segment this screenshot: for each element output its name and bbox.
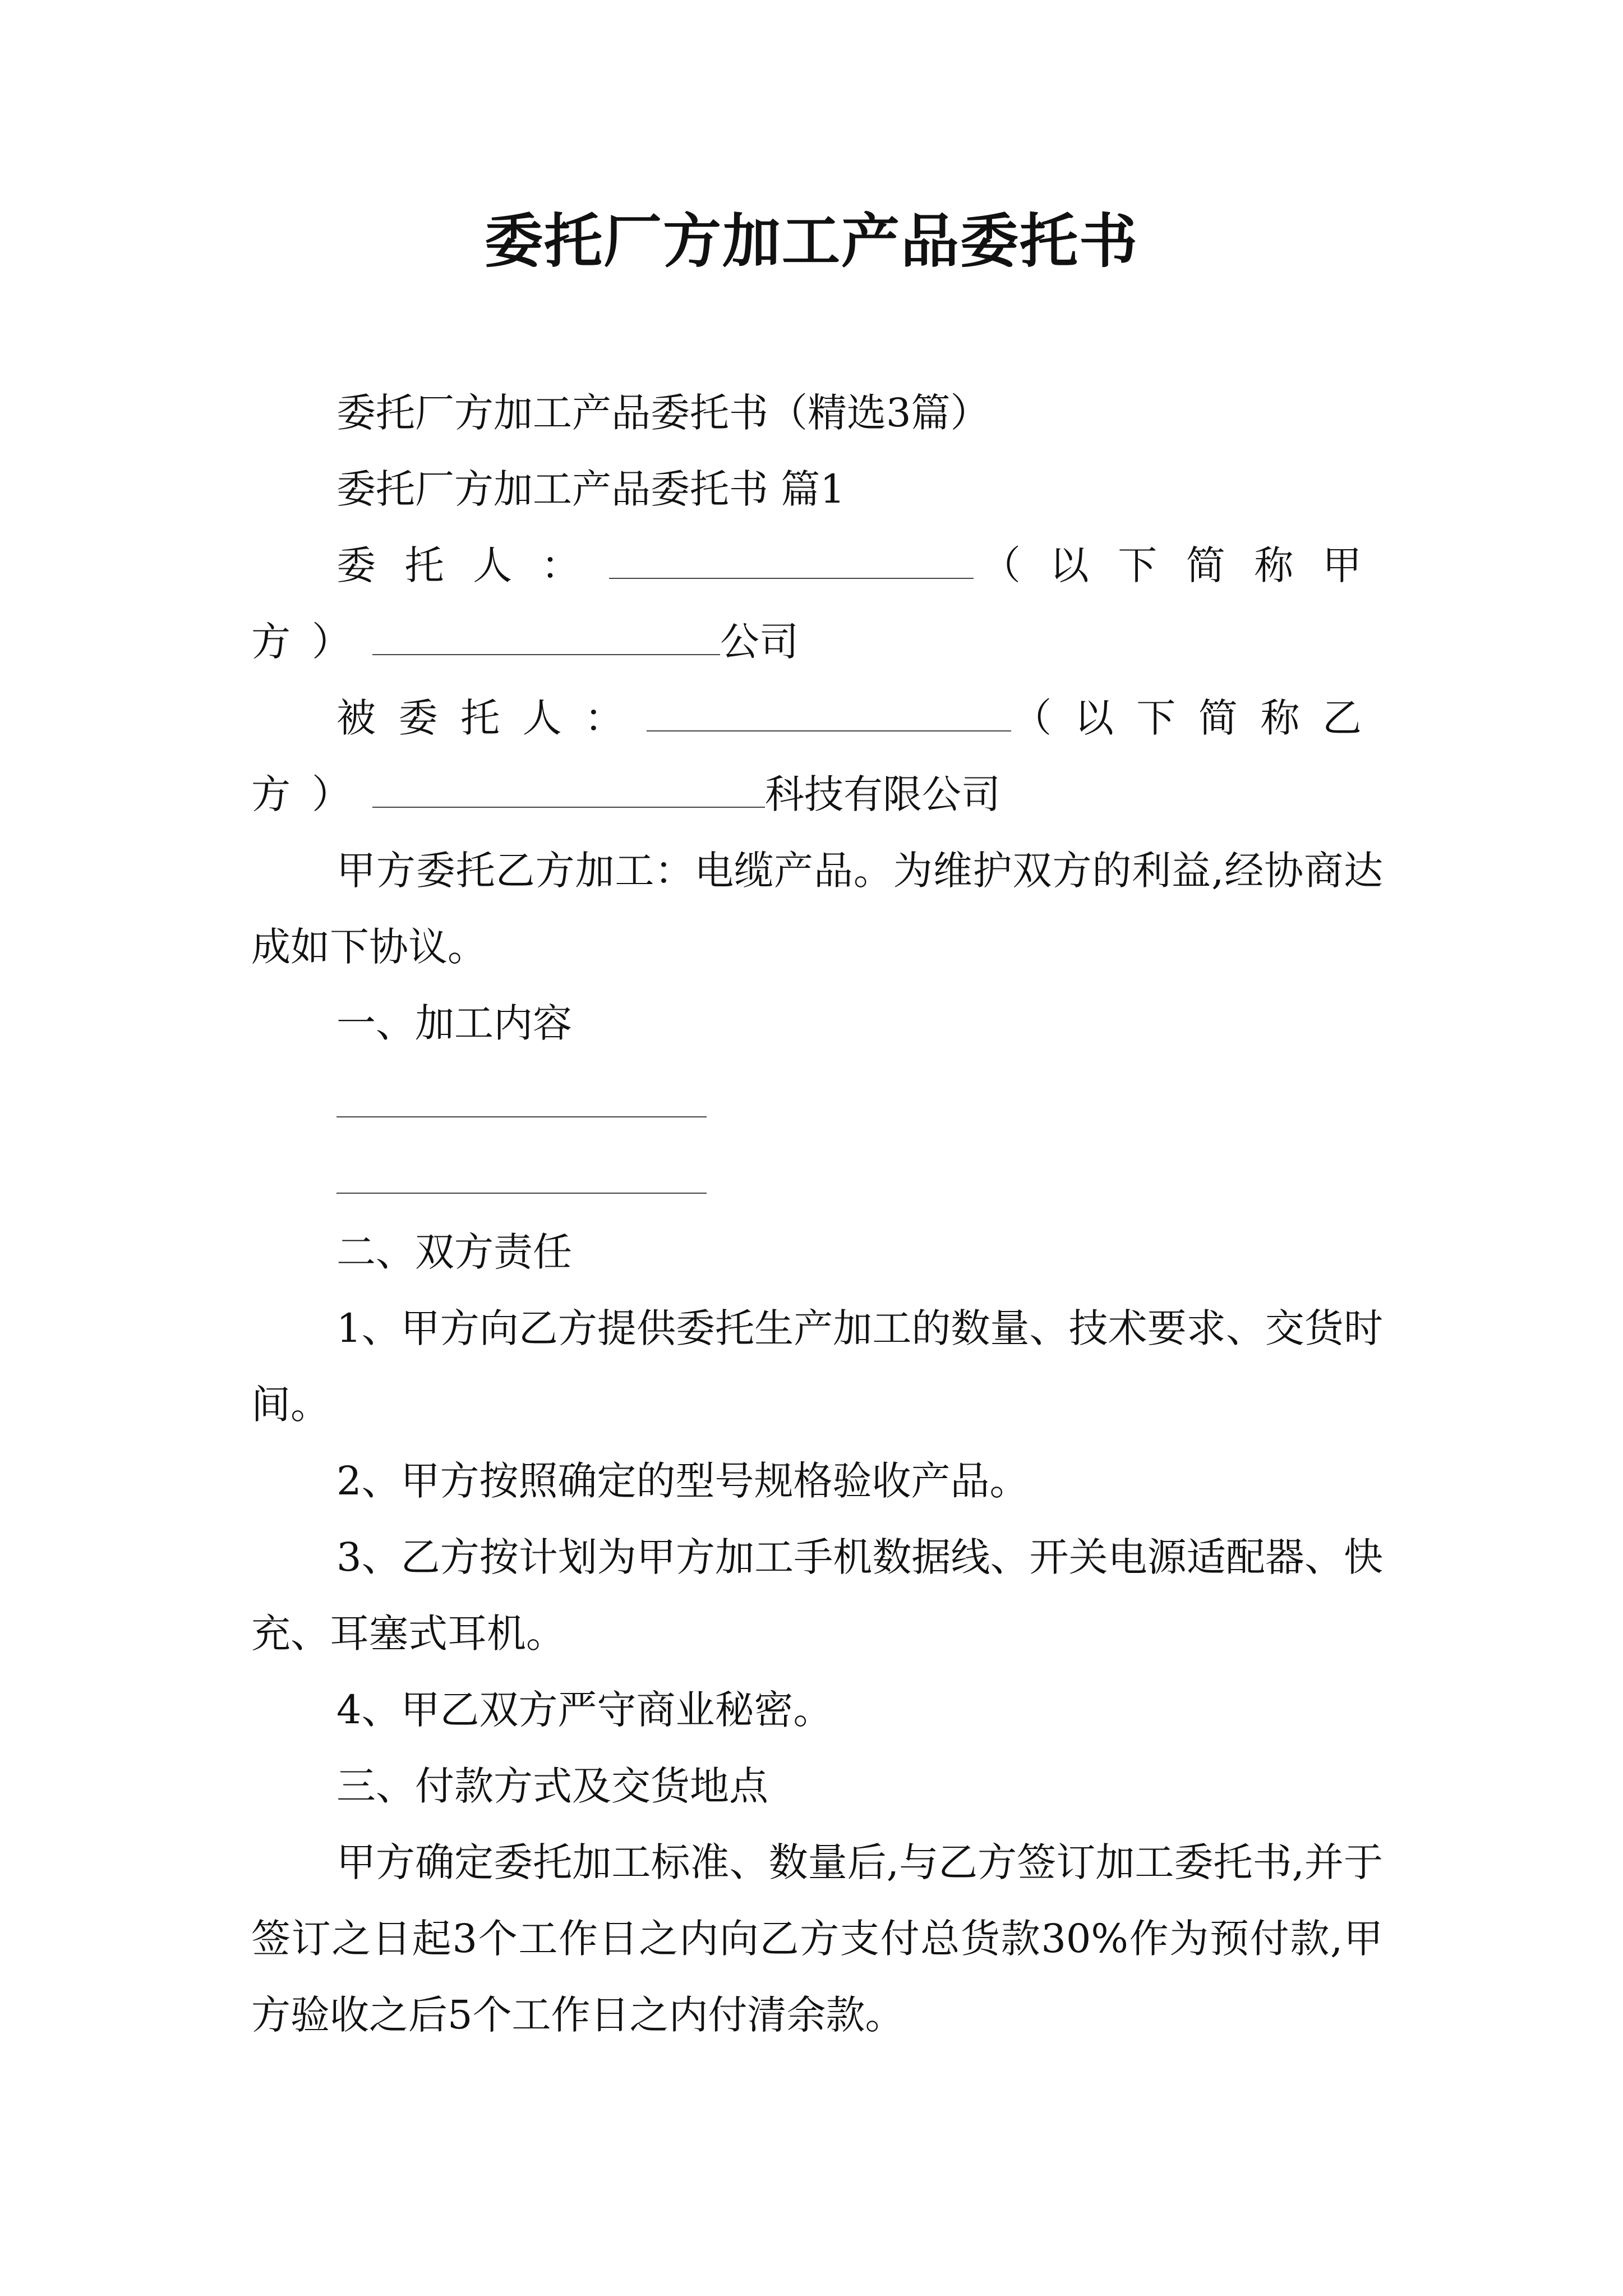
section3-heading: 三、付款方式及交货地点 xyxy=(336,1763,768,1809)
party-b-company-blank xyxy=(372,773,765,808)
document-body xyxy=(251,375,1383,2053)
party-a-blank xyxy=(609,544,974,579)
party-a-note: （以下简称甲方） xyxy=(251,542,1384,665)
content-blank-line-2 xyxy=(251,1138,1383,1214)
party-b-note: （以下简称乙方） xyxy=(251,695,1384,817)
party-b-suffix: 科技有限公司 xyxy=(765,771,1000,817)
section2-heading: 二、双方责任 xyxy=(336,1229,572,1275)
section1-heading: 一、加工内容 xyxy=(336,1000,572,1046)
party-a-suffix: 公司 xyxy=(720,619,799,665)
party-b-line xyxy=(251,680,1383,832)
payment-paragraph: 甲方确定委托加工标准、数量后,与乙方签订加工委托书,并于签订之日起3个工作日之内向乙方支付总货款30%作为预付款,甲方验收之后5个工作日之内付清余款。 xyxy=(251,1839,1383,2038)
duty-item-1: 1、甲方向乙方提供委托生产加工的数量、技术要求、交货时间。 xyxy=(251,1305,1383,1428)
duty-item-2: 2、甲方按照确定的型号规格验收产品。 xyxy=(336,1458,1029,1504)
party-a-label: 委托人： xyxy=(336,542,610,588)
duty-item-4: 4、甲乙双方严守商业秘密。 xyxy=(336,1687,833,1733)
content-blank-line-1 xyxy=(251,1061,1383,1138)
duty-item-3: 3、乙方按计划为甲方加工手机数据线、开关电源适配器、快充、耳塞式耳机。 xyxy=(251,1534,1383,1657)
content-blank-2 xyxy=(336,1193,707,1194)
party-b-blank xyxy=(647,697,1011,731)
party-a-company-blank xyxy=(372,620,720,655)
intro-line: 委托厂方加工产品委托书（精选3篇） xyxy=(336,390,990,436)
party-a-line xyxy=(251,527,1383,680)
purpose-paragraph: 甲方委托乙方加工：电缆产品。为维护双方的利益,经协商达成如下协议。 xyxy=(251,848,1383,970)
chapter-heading: 委托厂方加工产品委托书 篇1 xyxy=(336,466,845,512)
content-blank-1 xyxy=(336,1116,707,1117)
document-title: 委托厂方加工产品委托书 xyxy=(484,206,1138,275)
party-b-label: 被委托人： xyxy=(336,695,647,741)
